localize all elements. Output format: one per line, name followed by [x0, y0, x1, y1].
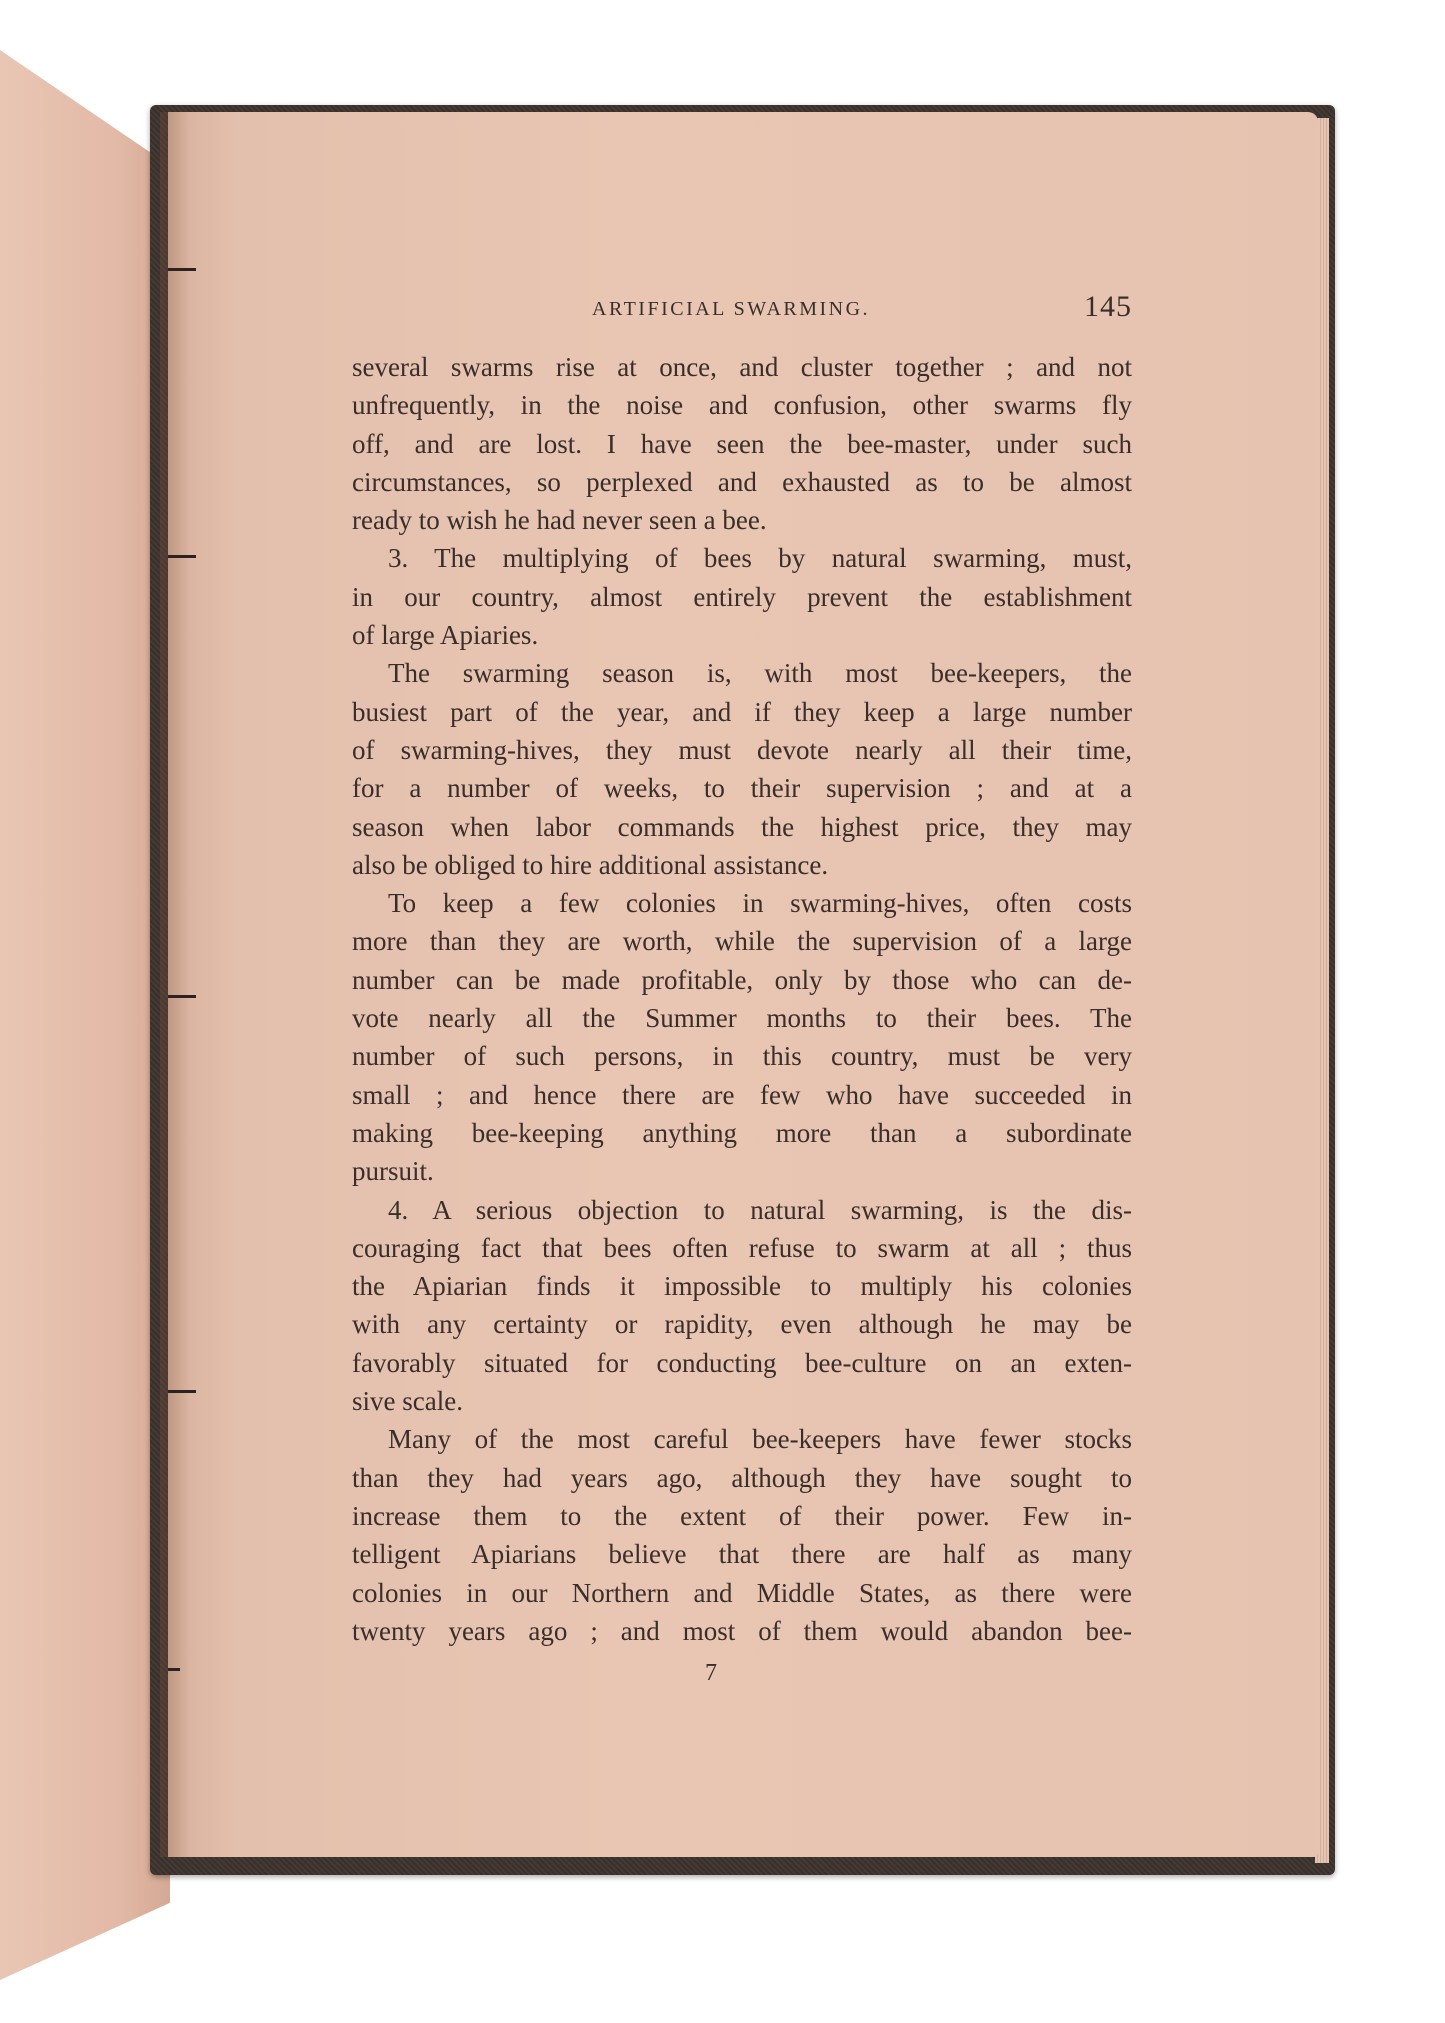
text-line: more than they are worth, while the supervision of a large	[352, 926, 1132, 957]
text-line: colonies in our Northern and Middle States, as there were	[352, 1577, 1132, 1608]
text-line: of swarming-hives, they must devote nearly all their time,	[352, 734, 1132, 765]
binding-thread	[168, 1390, 196, 1393]
binding-thread	[168, 555, 196, 558]
text-line: telligent Apiarians believe that there are half as many	[352, 1539, 1132, 1570]
text-line: vote nearly all the Summer months to their bees. The	[352, 1003, 1132, 1034]
text-line: season when labor commands the highest price, they may	[352, 811, 1132, 842]
text-line: with any certainty or rapidity, even although he may be	[352, 1309, 1132, 1340]
text-line: To keep a few colonies in swarming-hives, often costs	[388, 888, 1132, 919]
text-line: making bee-keeping anything more than a subordinate	[352, 1117, 1132, 1148]
binding-thread	[168, 1668, 180, 1671]
text-line: than they had years ago, although they have sought to	[352, 1462, 1132, 1493]
text-line: 3. The multiplying of bees by natural swarming, must,	[388, 543, 1132, 574]
text-line: number of such persons, in this country, must be very	[352, 1041, 1132, 1072]
text-line: number can be made profitable, only by those who can de-	[352, 964, 1132, 995]
text-line: also be obliged to hire additional assistance.	[352, 849, 829, 880]
binding-thread	[168, 995, 196, 998]
text-line: twenty years ago ; and most of them would abandon bee-	[352, 1615, 1132, 1646]
running-head	[352, 290, 1132, 330]
text-line: Many of the most careful bee-keepers have fewer stocks	[388, 1424, 1132, 1455]
binding-thread	[168, 268, 196, 271]
text-line: small ; and hence there are few who have succeeded in	[352, 1079, 1132, 1110]
signature-mark: 7	[705, 1660, 717, 1686]
gutter-shadow	[160, 112, 190, 1857]
text-line: in our country, almost entirely prevent the establishment	[352, 581, 1132, 612]
text-line: busiest part of the year, and if they keep a large number	[352, 696, 1132, 727]
page-number: 145	[1084, 290, 1132, 323]
text-line: couraging fact that bees often refuse to swarm at all ; thus	[352, 1232, 1132, 1263]
text-line: sive scale.	[352, 1386, 463, 1417]
text-line: pursuit.	[352, 1156, 434, 1187]
text-line: off, and are lost. I have seen the bee-master, under such	[352, 428, 1132, 459]
text-line: ready to wish he had never seen a bee.	[352, 505, 767, 536]
text-line: favorably situated for conducting bee-culture on an exten-	[352, 1347, 1132, 1378]
text-line: the Apiarian finds it impossible to multiply his colonies	[352, 1271, 1132, 1302]
facing-page-edge	[0, 50, 170, 1980]
text-line: increase them to the extent of their power. Few in-	[352, 1500, 1132, 1531]
text-line: several swarms rise at once, and cluster together ; and not	[352, 352, 1132, 382]
text-line: The swarming season is, with most bee-keepers, the	[388, 658, 1132, 689]
text-line: for a number of weeks, to their supervision ; and at a	[352, 773, 1132, 804]
text-line: unfrequently, in the noise and confusion, other swarms fly	[352, 390, 1132, 421]
page-text-block	[352, 290, 1132, 1650]
running-head-title: ARTIFICIAL SWARMING.	[592, 298, 871, 320]
text-line: circumstances, so perplexed and exhausted as to be almost	[352, 466, 1132, 497]
text-line: 4. A serious objection to natural swarming, is the dis-	[388, 1194, 1132, 1225]
text-line: of large Apiaries.	[352, 620, 539, 651]
